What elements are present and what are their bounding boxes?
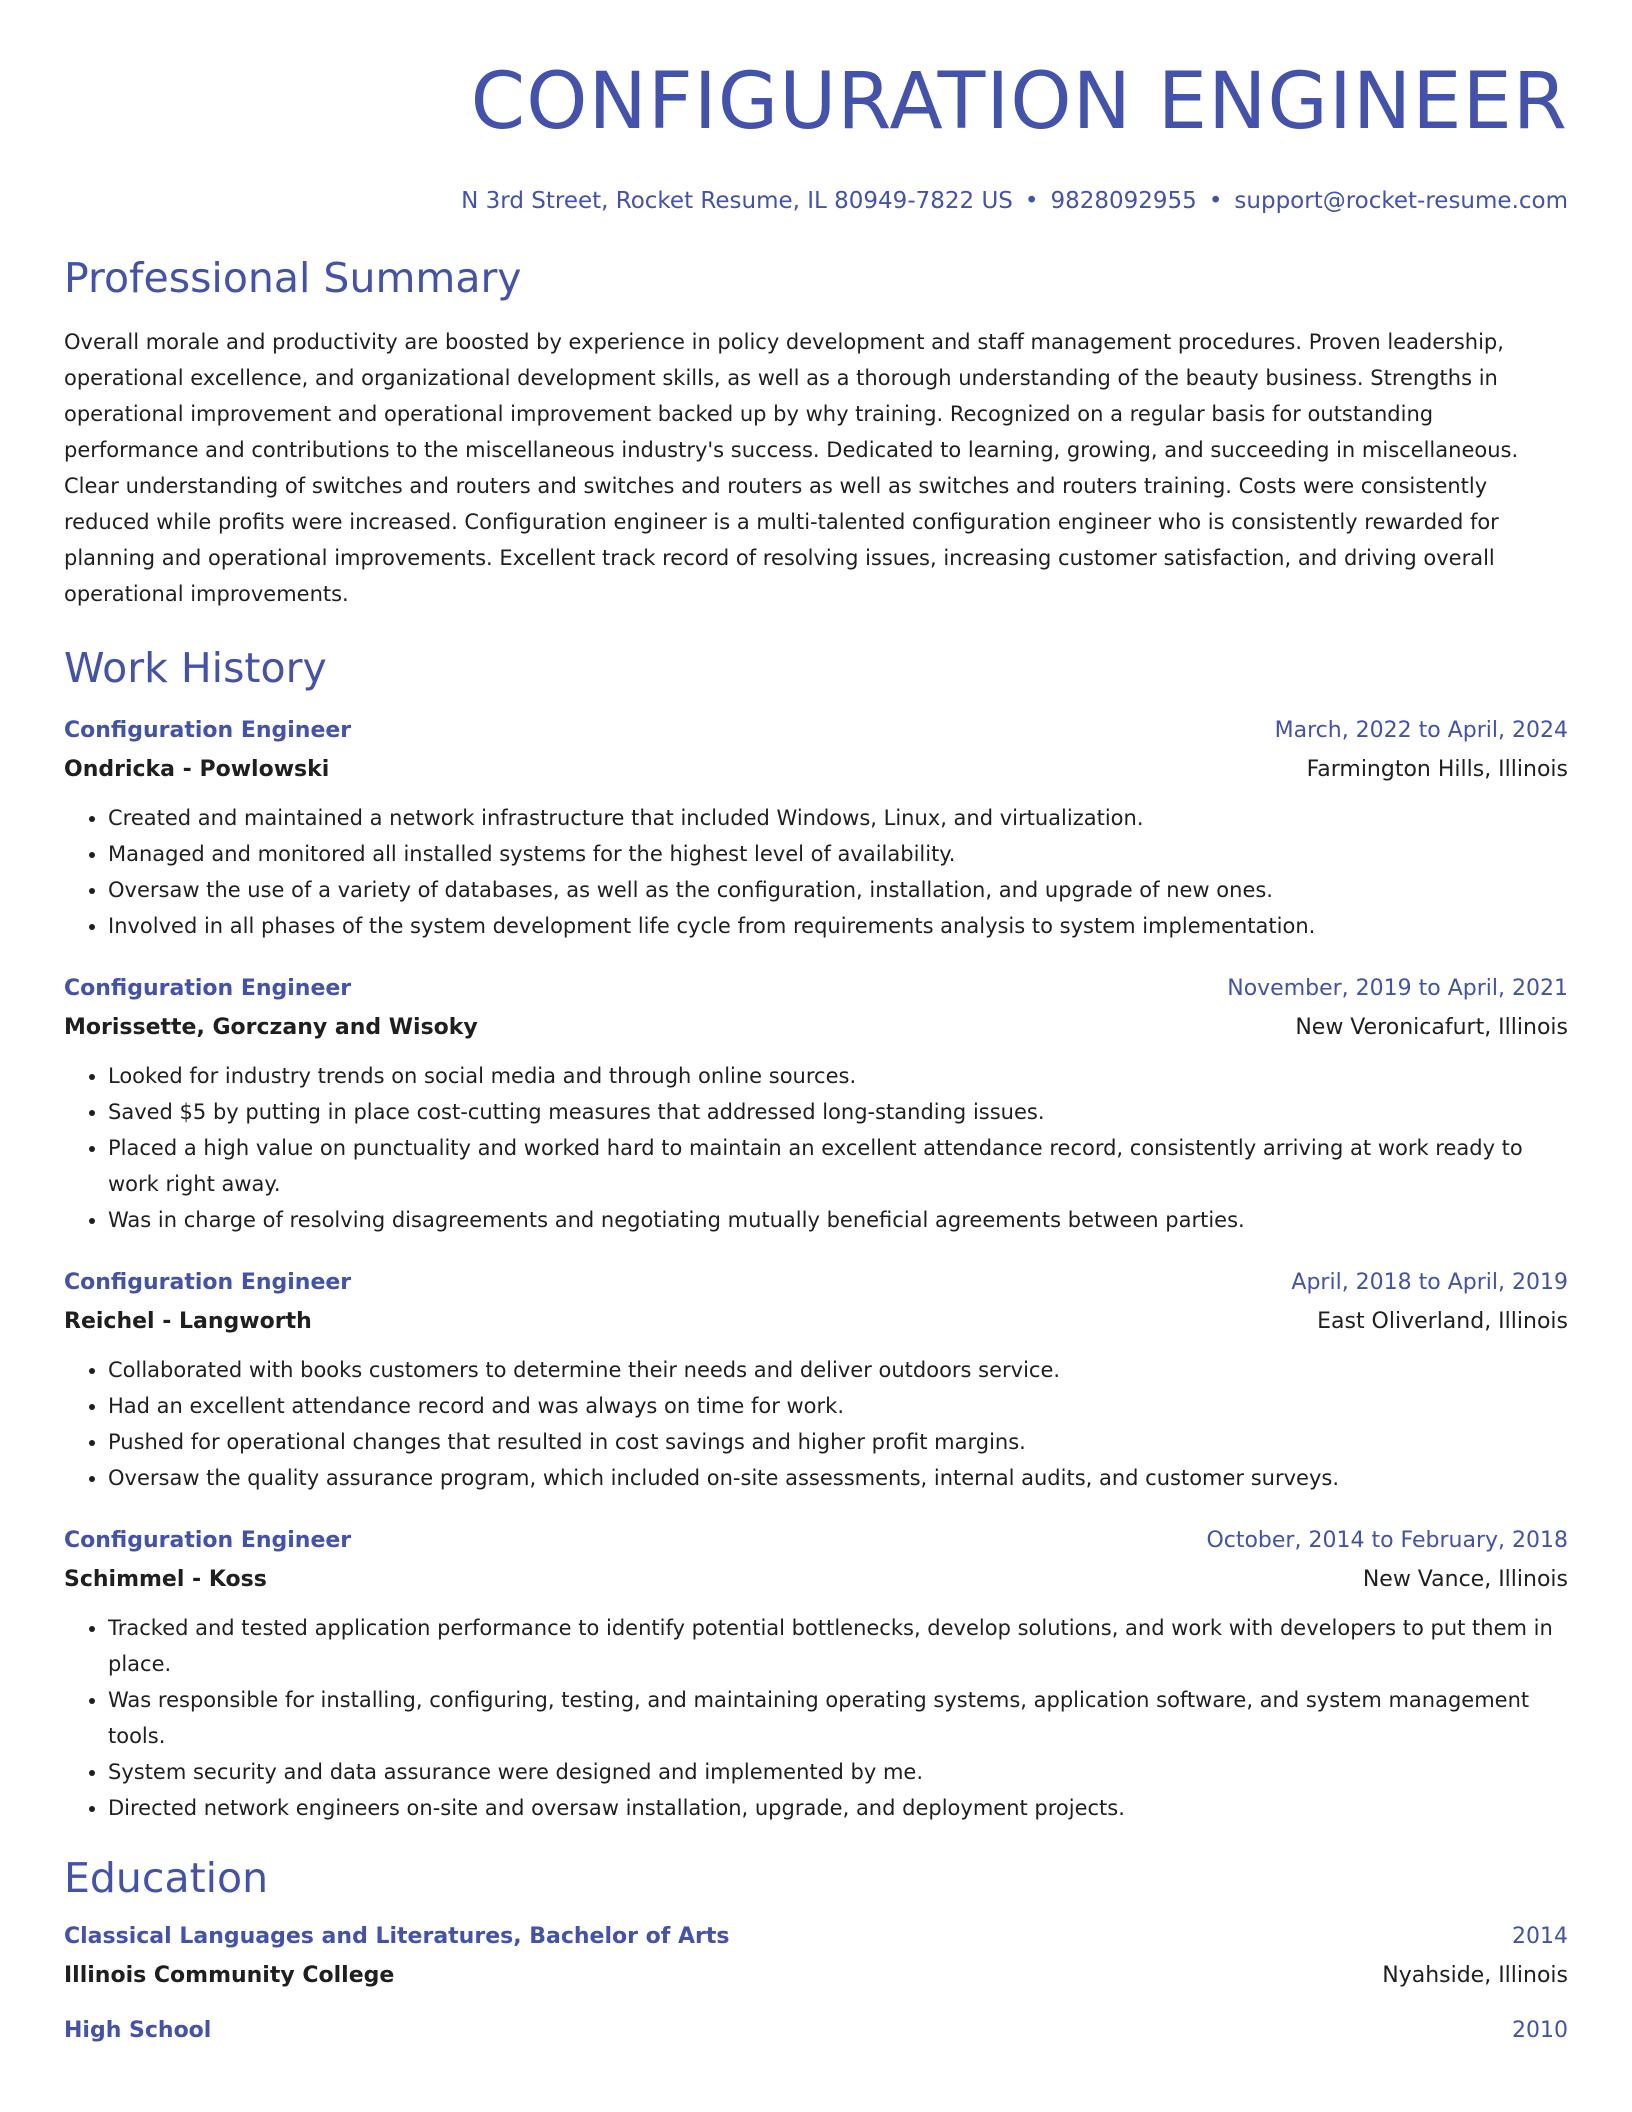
education-heading: Education	[64, 1854, 269, 1902]
contact-separator: •	[1024, 188, 1039, 214]
job-bullet: • Pushed for operational changes that resulted in cost savings and higher profit margins.	[108, 1424, 1568, 1460]
education-entry	[64, 1918, 1568, 1996]
resume-name: CONFIGURATION ENGINEER	[470, 57, 1568, 147]
job-title: Configuration Engineer	[64, 1528, 352, 1553]
job-dates: March, 2022 to April, 2024	[1274, 718, 1568, 743]
job-company: Reichel - Langworth	[64, 1309, 312, 1334]
job-bullet: • Saved $5 by putting in place cost-cutting measures that addressed long-standing issues.	[108, 1094, 1568, 1130]
job-entry	[64, 1264, 1568, 1496]
contact-email[interactable]: support@rocket-resume.com	[1234, 188, 1568, 214]
education-degree: High School	[64, 2018, 212, 2043]
education-location: Nyahside, Illinois	[1382, 1963, 1568, 1988]
job-entry	[64, 712, 1568, 944]
job-dates: October, 2014 to February, 2018	[1206, 1528, 1568, 1553]
job-bullet: • Managed and monitored all installed systems for the highest level of availability.	[108, 836, 1568, 872]
work-history-section	[64, 642, 1568, 1826]
contact-separator: •	[1208, 188, 1223, 214]
education-school: Illinois Community College	[64, 1963, 395, 1988]
education-entry	[64, 2012, 1568, 2050]
job-title: Configuration Engineer	[64, 976, 352, 1001]
summary-text: Overall morale and productivity are boosted by experience in policy development and staff management procedures. Proven leadership, operational excellence, and organizational development skills, as well as a thorough understanding of the beauty business. Strengths in operational improvement and operational improvement backed up by why training. Recognized on a regular basis for outstanding performance and contributions to the miscellaneous industry's success. Dedicated to learning, growing, and succeeding in miscellaneous. Clear understanding of switches and routers and switches and routers as well as switches and routers training. Costs were consistently reduced while profits were increased. Configuration engineer is a multi-talented configuration engineer who is consistently rewarded for planning and operational improvements. Excellent track record of resolving issues, increasing customer satisfaction, and driving overall operational improvements.	[64, 330, 1519, 606]
job-bullets	[64, 800, 1568, 944]
education-section	[64, 1852, 1568, 2050]
contact-phone: 9828092955	[1050, 188, 1197, 214]
job-bullet: • Tracked and tested application performance to identify potential bottlenecks, develop solutions, and work with developers to put them in place.	[108, 1610, 1568, 1682]
job-bullet: • Directed network engineers on-site and oversaw installation, upgrade, and deployment projects.	[108, 1790, 1568, 1826]
contact-address: N 3rd Street, Rocket Resume, IL 80949-7822 US	[461, 188, 1013, 214]
job-location: East Oliverland, Illinois	[1317, 1309, 1568, 1334]
job-location: New Vance, Illinois	[1362, 1567, 1568, 1592]
job-bullet: • Was in charge of resolving disagreements and negotiating mutually beneficial agreements between parties.	[108, 1202, 1568, 1238]
job-bullet: • Created and maintained a network infrastructure that included Windows, Linux, and virtualization.	[108, 800, 1568, 836]
job-bullet: • Involved in all phases of the system development life cycle from requirements analysis to system implementation.	[108, 908, 1568, 944]
education-year: 2010	[1512, 2018, 1568, 2043]
job-title: Configuration Engineer	[64, 1270, 352, 1295]
job-bullet: • Placed a high value on punctuality and worked hard to maintain an excellent attendance record, consistently arriving at work ready to work right away.	[108, 1130, 1568, 1202]
education-degree: Classical Languages and Literatures, Bachelor of Arts	[64, 1924, 730, 1949]
job-bullet: • Was responsible for installing, configuring, testing, and maintaining operating systems, application software, and system management tools.	[108, 1682, 1568, 1754]
job-bullet: • Oversaw the use of a variety of databases, as well as the configuration, installation, and upgrade of new ones.	[108, 872, 1568, 908]
job-location: New Veronicafurt, Illinois	[1295, 1015, 1568, 1040]
contact-line	[64, 186, 1568, 216]
job-dates: November, 2019 to April, 2021	[1227, 976, 1568, 1001]
job-bullet: • Oversaw the quality assurance program, which included on-site assessments, internal audits, and customer surveys.	[108, 1460, 1568, 1496]
work-history-heading: Work History	[64, 644, 327, 692]
job-bullet: • Had an excellent attendance record and was always on time for work.	[108, 1388, 1568, 1424]
job-bullets	[64, 1352, 1568, 1496]
job-title: Configuration Engineer	[64, 718, 352, 743]
job-bullet: • Looked for industry trends on social media and through online sources.	[108, 1058, 1568, 1094]
job-dates: April, 2018 to April, 2019	[1291, 1270, 1568, 1295]
summary-heading: Professional Summary	[64, 254, 522, 302]
summary-section	[64, 252, 1568, 612]
job-bullets	[64, 1058, 1568, 1238]
job-bullet: • Collaborated with books customers to determine their needs and deliver outdoors service.	[108, 1352, 1568, 1388]
education-year: 2014	[1512, 1924, 1568, 1949]
job-entry	[64, 970, 1568, 1238]
job-company: Ondricka - Powlowski	[64, 757, 330, 782]
resume-header	[64, 0, 1568, 216]
job-company: Morissette, Gorczany and Wisoky	[64, 1015, 478, 1040]
job-bullet: • System security and data assurance were designed and implemented by me.	[108, 1754, 1568, 1790]
job-location: Farmington Hills, Illinois	[1306, 757, 1568, 782]
job-bullets	[64, 1610, 1568, 1826]
job-company: Schimmel - Koss	[64, 1567, 267, 1592]
job-entry	[64, 1522, 1568, 1826]
